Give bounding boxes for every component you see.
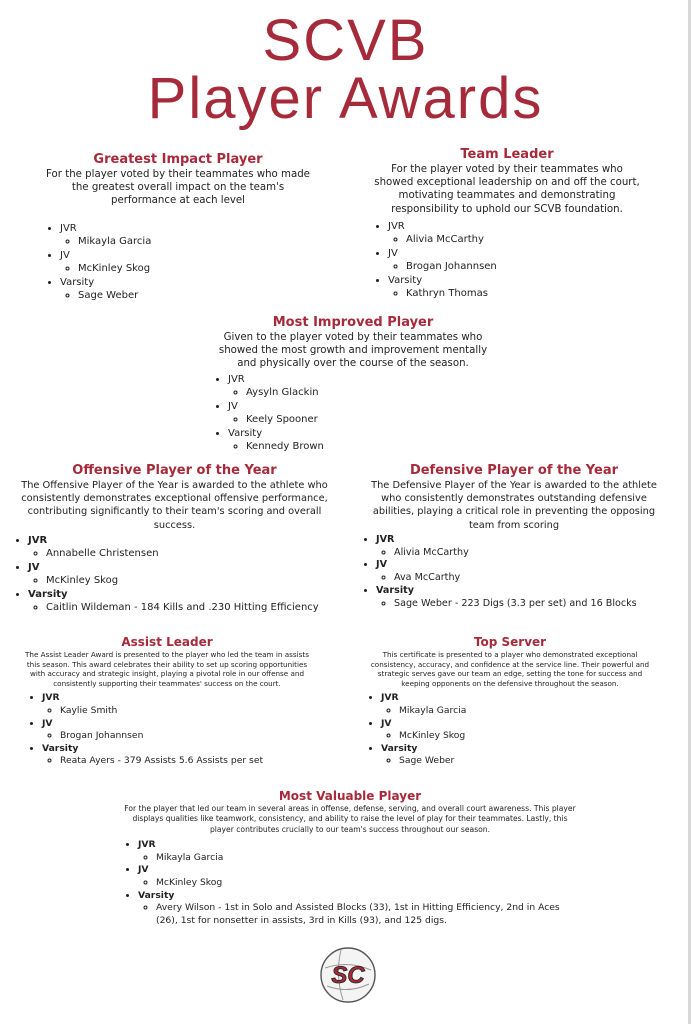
section-heading: Most Valuable Player bbox=[278, 789, 422, 803]
top-server-section bbox=[365, 634, 655, 768]
player-name: ◦ McKinley Skog bbox=[399, 730, 655, 743]
logo-text: SC bbox=[331, 962, 365, 989]
section-heading: Most Improved Player bbox=[272, 315, 434, 330]
section-heading: Top Server bbox=[473, 635, 547, 649]
level-list bbox=[212, 373, 498, 454]
level-item: • JVR ◦ Alivia McCarthy bbox=[376, 534, 668, 560]
level-item: • Varsity ◦ Sage Weber bbox=[381, 743, 655, 768]
section-heading: Greatest Impact Player bbox=[93, 152, 263, 167]
player-name: ◦ Reata Ayers - 379 Assists 5.6 Assists per set bbox=[60, 755, 312, 768]
level-item: • Varsity ◦ Caitlin Wildeman - 184 Kills and .230 Hitting Efficiency bbox=[28, 588, 337, 615]
level-item: • JV ◦ Brogan Johannsen bbox=[388, 247, 642, 274]
greatest-impact-section bbox=[38, 151, 318, 303]
player-name: ◦ Sage Weber - 223 Digs (3.3 per set) and 16 Blocks bbox=[394, 598, 668, 611]
section-heading: Offensive Player of the Year bbox=[72, 463, 277, 478]
player-name: ◦ Ava McCarthy bbox=[394, 572, 668, 585]
section-description: The Defensive Player of the Year is awarded to the athlete who consistently demonstrates outstanding defensive abilities, playing a critical role in preventing the opposing team from scoring bbox=[371, 480, 657, 531]
section-description: This certificate is presented to a player who demonstrated exceptional consistency, accuracy, and confidence at the service line. Their powerful and strategic serves gave our team an edge, setting the tone for success and keeping opponents on the defensive throughout the season. bbox=[370, 650, 650, 688]
level-item: • JV ◦ McKinley Skog bbox=[381, 718, 655, 743]
player-name: ◦ Mikayla Garcia bbox=[399, 705, 655, 718]
section-description: The Offensive Player of the Year is awarded to the athlete who consistently demonstrates exceptional offensive performance, contributing significantly to their team's scoring and overall success. bbox=[21, 480, 328, 531]
level-list bbox=[26, 692, 312, 768]
offensive-section bbox=[12, 462, 337, 615]
level-item: • JVR ◦ Annabelle Christensen bbox=[28, 534, 337, 561]
level-list bbox=[372, 220, 642, 301]
defensive-section bbox=[360, 462, 668, 611]
player-name: ◦ McKinley Skog bbox=[156, 877, 578, 890]
section-heading: Defensive Player of the Year bbox=[409, 463, 619, 478]
player-name: ◦ Alivia McCarthy bbox=[394, 547, 668, 560]
level-item: • Varsity ◦ Reata Ayers - 379 Assists 5.6 Assists per set bbox=[42, 743, 312, 768]
player-name: ◦ Sage Weber bbox=[399, 755, 655, 768]
section-heading: Team Leader bbox=[460, 147, 554, 162]
level-item: • JVR ◦ Mikayla Garcia bbox=[60, 222, 318, 249]
section-description: Given to the player voted by their teammates who showed the most growth and improvement mentally and physically over the course of the season. bbox=[218, 332, 488, 370]
level-item: • JV ◦ McKinley Skog bbox=[60, 249, 318, 276]
scvb-logo-icon bbox=[319, 946, 377, 1004]
level-list bbox=[365, 692, 655, 768]
player-name: ◦ Mikayla Garcia bbox=[78, 235, 318, 249]
mvp-section bbox=[122, 788, 578, 927]
level-list bbox=[12, 534, 337, 615]
level-item: • JV ◦ Keely Spooner bbox=[228, 400, 498, 427]
player-name: ◦ McKinley Skog bbox=[78, 262, 318, 276]
player-name: ◦ Caitlin Wildeman - 184 Kills and .230 Hitting Efficiency bbox=[46, 601, 337, 615]
section-description: For the player that led our team in several areas in offense, defense, serving, and overall court awareness. This player displays qualities like teamwork, consistency, and ability to raise the level of play for their teammates. Lastly, this player contributes crucially to our team's success throughout our season. bbox=[124, 804, 576, 834]
level-item: • JV ◦ Brogan Johannsen bbox=[42, 718, 312, 743]
player-name: ◦ Keely Spooner bbox=[246, 413, 498, 427]
player-name: ◦ McKinley Skog bbox=[46, 574, 337, 588]
page-title-line1: SCVB bbox=[262, 8, 429, 73]
level-item: • Varsity ◦ Kennedy Brown bbox=[228, 427, 498, 454]
section-heading: Assist Leader bbox=[121, 635, 213, 649]
player-name: ◦ Brogan Johannsen bbox=[60, 730, 312, 743]
most-improved-section bbox=[208, 314, 498, 454]
level-item: • JVR ◦ Alivia McCarthy bbox=[388, 220, 642, 247]
player-name: ◦ Kennedy Brown bbox=[246, 440, 498, 454]
level-list bbox=[360, 534, 668, 611]
level-item: • Varsity ◦ Sage Weber bbox=[60, 276, 318, 303]
player-name: ◦ Mikayla Garcia bbox=[156, 852, 578, 865]
player-name: ◦ Avery Wilson - 1st in Solo and Assisted Blocks (33), 1st in Hitting Efficiency, 2nd in Aces (26), 1st for nonsetter in assists, 3rd in Kills (93), and 125 digs. bbox=[156, 902, 578, 927]
level-item: • JVR ◦ Aysyln Glackin bbox=[228, 373, 498, 400]
player-name: ◦ Kaylie Smith bbox=[60, 705, 312, 718]
player-name: ◦ Kathryn Thomas bbox=[406, 287, 642, 301]
player-name: ◦ Alivia McCarthy bbox=[406, 233, 642, 247]
level-item: • JV ◦ Ava McCarthy bbox=[376, 559, 668, 585]
level-item: • JV ◦ McKinley Skog bbox=[28, 561, 337, 588]
level-item: • Varsity ◦ Avery Wilson - 1st in Solo and Assisted Blocks (33), 1st in Hitting Efficiency, 2nd in Aces (26), 1st for nonsetter in assists, 3rd in Kills (93), and 125 digs. bbox=[138, 890, 578, 928]
player-name: ◦ Sage Weber bbox=[78, 289, 318, 303]
section-description: The Assist Leader Award is presented to the player who led the team in assists this season. This award celebrates their ability to set up scoring opportunities with accuracy and strategic insight, playing a pivotal role in our offense and consistently supporting their teammates' success on the court. bbox=[25, 650, 309, 688]
level-item: • JVR ◦ Mikayla Garcia bbox=[381, 692, 655, 717]
level-list bbox=[44, 222, 318, 303]
player-name: ◦ Brogan Johannsen bbox=[406, 260, 642, 274]
level-item: • JV ◦ McKinley Skog bbox=[138, 864, 578, 889]
section-description: For the player voted by their teammates who made the greatest overall impact on the team's performance at each level bbox=[46, 169, 310, 207]
team-leader-section bbox=[372, 146, 642, 301]
page-title-line2: Player Awards bbox=[147, 66, 544, 131]
level-item: • Varsity ◦ Kathryn Thomas bbox=[388, 274, 642, 301]
player-name: ◦ Aysyln Glackin bbox=[246, 386, 498, 400]
level-item: • JVR ◦ Kaylie Smith bbox=[42, 692, 312, 717]
section-description: For the player voted by their teammates who showed exceptional leadership on and off the court, motivating teammates and demonstrating responsibility to uphold our SCVB foundation. bbox=[374, 164, 640, 215]
player-name: ◦ Annabelle Christensen bbox=[46, 547, 337, 561]
level-item: • Varsity ◦ Sage Weber - 223 Digs (3.3 per set) and 16 Blocks bbox=[376, 585, 668, 611]
level-list bbox=[122, 839, 578, 927]
level-item: • JVR ◦ Mikayla Garcia bbox=[138, 839, 578, 864]
assist-leader-section bbox=[22, 634, 312, 768]
